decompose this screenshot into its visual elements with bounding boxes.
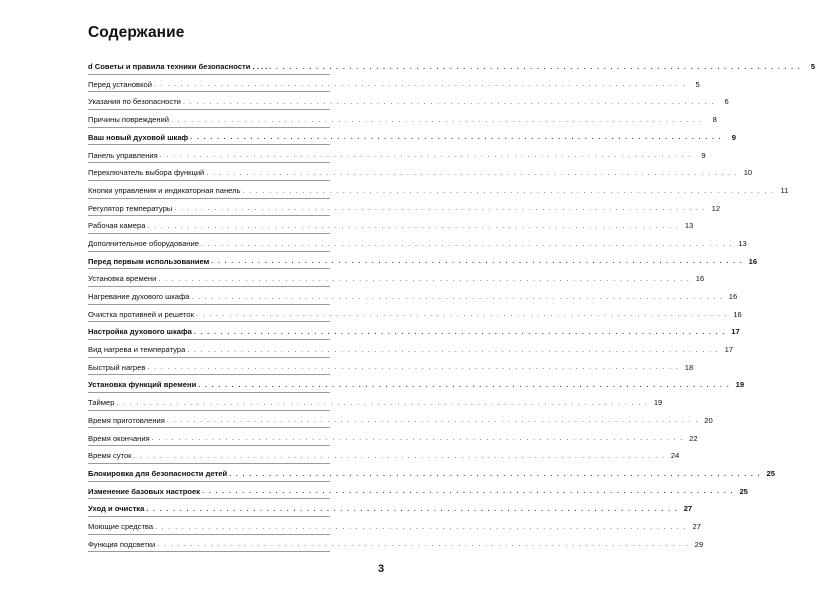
toc-entry[interactable] [88, 358, 694, 376]
toc-entry-label: Вид нагрева и температура [88, 345, 186, 355]
dot-leader: . . . . . . . . . . . . . . . . . . . . . . . . . . . . . . . . . . . . . . . . . . . . . . . . . . . . . . . . . . . . . . . . . . . . . . . . . . . . . . . . [202, 488, 734, 496]
toc-entry-label: Изменение базовых настроек [88, 486, 201, 496]
dot-leader: . . . . . . . . . . . . . . . . . . . . . . . . . . . . . . . . . . . . . . . . . . . . . . . . . . . . . . . . . . . . . . . . . . . . . . . . . . . . . . . . [174, 205, 707, 213]
toc-entry-page: 24 [670, 451, 680, 461]
toc-entry-page: 8 [712, 115, 717, 125]
toc-entry-page: 9 [701, 150, 706, 160]
toc-entry-label: Время приготовления [88, 415, 165, 425]
toc-entry-page: 25 [766, 468, 775, 478]
toc-entry-label: Настройка духового шкафа [88, 327, 192, 337]
toc-entry[interactable] [88, 145, 706, 163]
dot-leader: . . . . . . . . . . . . . . . . . . . . . . . . . . . . . . . . . . . . . . . . . . . . . . . . . . . . . . . . . . . . . . . . . . . . . . . . . . . . . . . . [190, 134, 723, 142]
toc-entry-page: 29 [694, 539, 704, 549]
toc-entry-label: Время окончания [88, 433, 150, 443]
dot-leader: . . . . . . . . . . . . . . . . . . . . . . . . . . . . . . . . . . . . . . . . . . . . . . . . . . . . . . . . . . . . . . . . . . . . . . . . . . . . . . . . [153, 81, 686, 89]
dot-leader: . . . . . . . . . . . . . . . . . . . . . . . . . . . . . . . . . . . . . . . . . . . . . . . . . . . . . . . . . . . . . . . . . . . . . . . . . . . . . . . . [195, 311, 728, 319]
toc-entry-page: 16 [695, 274, 705, 284]
toc-entry[interactable] [88, 252, 758, 270]
toc-entry-page: 19 [735, 380, 745, 390]
toc-entry[interactable] [88, 446, 680, 464]
dot-leader: . . . . . . . . . . . . . . . . . . . . . . . . . . . . . . . . . . . . . . . . . . . . . . . . . . . . . . . . . . . . . . . . . . . . . . . . . . . . . . . . [151, 435, 684, 443]
toc-entry[interactable] [88, 287, 738, 305]
toc-entry[interactable] [88, 163, 753, 181]
toc-entry-page: 6 [724, 97, 729, 107]
dot-leader: . . . . . . . . . . . . . . . . . . . . . . . . . . . . . . . . . . . . . . . . . . . . . . . . . . . . . . . . . . . . . . . . . . . . . . . . . . . . . . . . [242, 187, 775, 195]
toc-entry-label: Переключатель выбора функций [88, 168, 205, 178]
toc-entry-label: Перед установкой [88, 79, 152, 89]
toc-entry[interactable] [88, 464, 775, 482]
toc-entry-page: 17 [724, 345, 734, 355]
page-title: Содержание [88, 24, 185, 41]
toc-entry-page: 18 [684, 362, 694, 372]
toc-entry[interactable] [88, 234, 747, 252]
toc-entry-label: Очистка противней и решеток [88, 309, 194, 319]
dot-leader: . . . . . . . . . . . . . . . . . . . . . . . . . . . . . . . . . . . . . . . . . . . . . . . . . . . . . . . . . . . . . . . . . . . . . . . . . . . . . . . . [200, 240, 733, 248]
toc-entry[interactable] [88, 128, 737, 146]
toc-entry-label: Нагревание духового шкафа [88, 292, 190, 302]
toc-entry[interactable] [88, 517, 701, 535]
toc-entry[interactable] [88, 110, 717, 128]
toc-entry-page: 5 [810, 62, 815, 72]
toc-entry[interactable] [88, 375, 745, 393]
dot-leader: . . . . . . . . . . . . . . . . . . . . . . . . . . . . . . . . . . . . . . . . . . . . . . . . . . . . . . . . . . . . . . . . . . . . . . . . . . . . . . . . [155, 523, 687, 531]
dot-leader: . . . . . . . . . . . . . . . . . . . . . . . . . . . . . . . . . . . . . . . . . . . . . . . . . . . . . . . . . . . . . . . . . . . . . . . . . . . . . . . . [166, 417, 699, 425]
toc-entry[interactable] [88, 181, 789, 199]
toc-entry-label: Перед первым использованием [88, 256, 210, 266]
toc-entry-label: Блокировка для безопасности детей [88, 468, 228, 478]
toc-entry[interactable] [88, 499, 693, 517]
toc-entry[interactable] [88, 393, 663, 411]
dot-leader: . . . . . . . . . . . . . . . . . . . . . . . . . . . . . . . . . . . . . . . . . . . . . . . . . . . . . . . . . . . . . . . . . . . . . . . . . . . . . . . . [133, 452, 666, 460]
table-of-contents [88, 57, 815, 552]
toc-entry-label: Установка функций времени [88, 380, 197, 390]
toc-entry-page: 25 [739, 486, 748, 496]
toc-entry[interactable] [88, 305, 742, 323]
dot-leader: . . . . . . . . . . . . . . . . . . . . . . . . . . . . . . . . . . . . . . . . . . . . . . . . . . . . . . . . . . . . . . . . . . . . . . . . . . . . . . . . [193, 329, 726, 336]
toc-entry-page: 20 [704, 415, 713, 425]
page-number: 3 [378, 563, 385, 575]
toc-entry[interactable] [88, 340, 734, 358]
toc-entry-label: Рабочая камера [88, 221, 146, 231]
dot-leader: . . . . . . . . . . . . . . . . . . . . . . . . . . . . . . . . . . . . . . . . . . . . . . . . . . . . . . . . . . . . . . . . . . . . . . . . . . . . . . . . [191, 293, 724, 301]
toc-entry-label: Причины повреждений [88, 115, 170, 125]
dot-leader: . . . . . . . . . . . . . . . . . . . . . . . . . . . . . . . . . . . . . . . . . . . . . . . . . . . . . . . . . . . . . . . . . . . . . . . . . . . . . . . . [211, 258, 744, 266]
toc-entry-label: Регулятор температуры [88, 203, 173, 213]
toc-entry-page: 12 [711, 203, 721, 213]
toc-entry[interactable] [88, 216, 694, 234]
toc-entry[interactable] [88, 57, 815, 75]
toc-entry-label: d Советы и правила техники безопасности . . . . [88, 62, 268, 72]
dot-leader: . . . . . . . . . . . . . . . . . . . . . . . . . . . . . . . . . . . . . . . . . . . . . . . . . . . . . . . . . . . . . . . . . . . . . . . . . . . . . . . . [157, 541, 690, 549]
toc-entry[interactable] [88, 75, 700, 93]
toc-entry-label: Моющие средства [88, 521, 154, 531]
dot-leader: . . . . . . . . . . . . . . . . . . . . . . . . . . . . . . . . . . . . . . . . . . . . . . . . . . . . . . . . . . . . . . . . . . . . . . . . . . . . . . . . [171, 116, 703, 124]
toc-entry[interactable] [88, 428, 698, 446]
toc-entry-label: Ваш новый духовой шкаф [88, 132, 189, 142]
dot-leader: . . . . . . . . . . . . . . . . . . . . . . . . . . . . . . . . . . . . . . . . . . . . . . . . . . . . . . . . . . . . . . . . . . . . . . . . . . . . . . . . [187, 346, 720, 354]
dot-leader: . . . . . . . . . . . . . . . . . . . . . . . . . . . . . . . . . . . . . . . . . . . . . . . . . . . . . . . . . . . . . . . . . . . . . . . . . . . . . . . . [198, 382, 731, 390]
toc-entry[interactable] [88, 482, 748, 500]
toc-entry-label: Таймер [88, 398, 115, 408]
toc-entry-page: 16 [728, 292, 738, 302]
toc-entry-label: Время суток [88, 451, 132, 461]
toc-entry-page: 10 [743, 168, 753, 178]
toc-entry-label: Кнопки управления и индикаторная панель [88, 185, 241, 195]
dot-leader: . . . . . . . . . . . . . . . . . . . . . . . . . . . . . . . . . . . . . . . . . . . . . . . . . . . . . . . . . . . . . . . . . . . . . . . . . . . . . . . . [116, 399, 649, 407]
dot-leader: . . . . . . . . . . . . . . . . . . . . . . . . . . . . . . . . . . . . . . . . . . . . . . . . . . . . . . . . . . . . . . . . . . . . . . . . . . . . . . . . [158, 275, 691, 283]
toc-entry-page: 27 [683, 504, 693, 514]
dot-leader: . . . . . . . . . . . . . . . . . . . . . . . . . . . . . . . . . . . . . . . . . . . . . . . . . . . . . . . . . . . . . . . . . . . . . . . . . . . . . . . . [206, 169, 739, 177]
toc-entry-label: Дополнительное оборудование [88, 238, 199, 248]
toc-entry[interactable] [88, 92, 729, 110]
toc-entry-page: 22 [689, 433, 698, 443]
dot-leader: . . . . . . . . . . . . . . . . . . . . . . . . . . . . . . . . . . . . . . . . . . . . . . . . . . . . . . . . . . . . . . . . . . . . . . . . . . . . . . . . [182, 99, 715, 107]
toc-entry[interactable] [88, 411, 713, 429]
dot-leader: . . . . . . . . . . . . . . . . . . . . . . . . . . . . . . . . . . . . . . . . . . . . . . . . . . . . . . . . . . . . . . . . . . . . . . . . . . . . . . . . [147, 364, 680, 372]
toc-entry[interactable] [88, 535, 704, 553]
toc-entry-page: 9 [731, 132, 737, 142]
toc-entry-page: 19 [653, 398, 663, 408]
toc-entry-label: Панель управления [88, 150, 158, 160]
toc-entry-page: 17 [731, 327, 740, 337]
toc-entry-page: 13 [738, 238, 747, 248]
toc-entry[interactable] [88, 269, 705, 287]
toc-entry-label: Указания по безопасности [88, 97, 181, 107]
toc-entry-page: 13 [684, 221, 694, 231]
dot-leader: . . . . . . . . . . . . . . . . . . . . . . . . . . . . . . . . . . . . . . . . . . . . . . . . . . . . . . . . . . . . . . . . . . . . . . . . . . . . . . . . [269, 63, 802, 71]
toc-entry[interactable] [88, 199, 721, 217]
toc-entry-label: Уход и очистка [88, 504, 145, 514]
toc-entry-page: 11 [780, 185, 789, 195]
toc-entry[interactable] [88, 322, 740, 340]
toc-entry-label: Установка времени [88, 274, 157, 284]
dot-leader: . . . . . . . . . . . . . . . . . . . . . . . . . . . . . . . . . . . . . . . . . . . . . . . . . . . . . . . . . . . . . . . . . . . . . . . . . . . . . . . . [229, 470, 761, 478]
dot-leader: . . . . . . . . . . . . . . . . . . . . . . . . . . . . . . . . . . . . . . . . . . . . . . . . . . . . . . . . . . . . . . . . . . . . . . . . . . . . . . . . [147, 222, 680, 230]
toc-entry-label: Функция подсветки [88, 539, 156, 549]
dot-leader: . . . . . . . . . . . . . . . . . . . . . . . . . . . . . . . . . . . . . . . . . . . . . . . . . . . . . . . . . . . . . . . . . . . . . . . . . . . . . . . . [146, 505, 679, 513]
toc-entry-page: 27 [692, 521, 701, 531]
dot-leader: . . . . . . . . . . . . . . . . . . . . . . . . . . . . . . . . . . . . . . . . . . . . . . . . . . . . . . . . . . . . . . . . . . . . . . . . . . . . . . . . [159, 152, 692, 160]
toc-entry-page: 5 [695, 79, 700, 89]
toc-entry-page: 16 [748, 256, 758, 266]
toc-entry-page: 16 [733, 309, 742, 319]
toc-entry-label: Быстрый нагрев [88, 362, 146, 372]
